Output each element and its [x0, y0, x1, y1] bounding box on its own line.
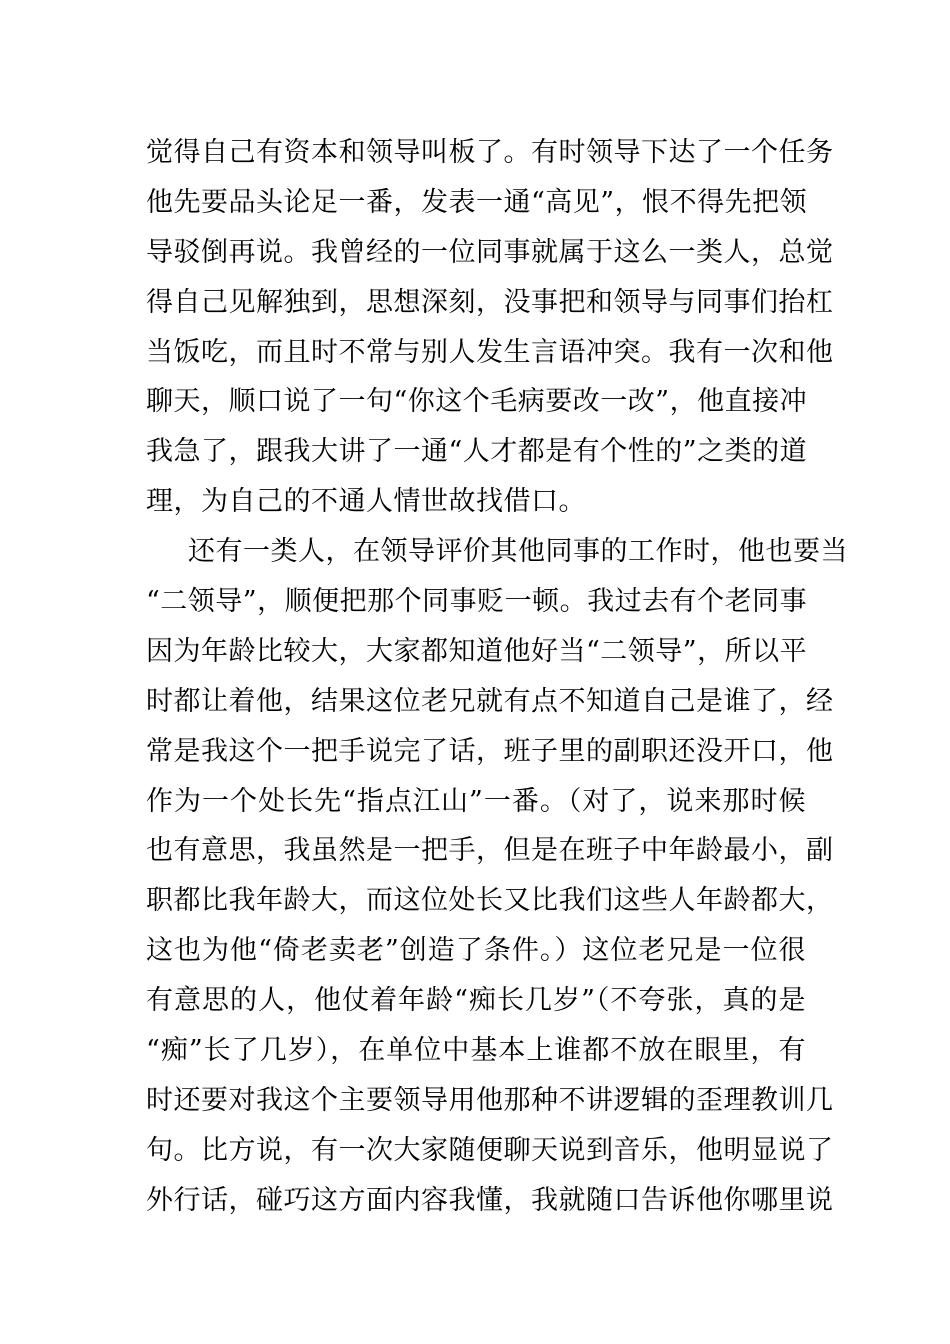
body-text [146, 128, 848, 1226]
text-line: 有意思的人，他仗着年龄“痴长几岁”（不夸张，真的是 [146, 985, 806, 1017]
text-line: 觉得自己有资本和领导叫板了。有时领导下达了一个任务 [146, 137, 834, 168]
text-line: 聊天，顺口说了一句“你这个毛病要改一改”，他直接冲 [146, 386, 808, 418]
text-line: “痴”长了几岁），在单位中基本上谁都不放在眼里，有 [146, 1035, 806, 1067]
text-line: 职都比我年龄大，而这位处长又比我们这些人年龄都大， [146, 885, 834, 917]
text-line: 这也为他“倚老卖老”创造了条件。）这位老兄是一位很 [146, 935, 806, 967]
text-line: 因为年龄比较大，大家都知道他好当“二领导”，所以平 [146, 635, 808, 667]
text-line: 导驳倒再说。我曾经的一位同事就属于这么一类人，总觉 [146, 236, 834, 268]
text-line: 当饭吃，而且时不常与别人发生言语冲突。我有一次和他 [146, 336, 834, 368]
text-line: “二领导”，顺便把那个同事贬一顿。我过去有个老同事 [146, 586, 808, 618]
text-line: 得自己见解独到，思想深刻，没事把和领导与同事们抬杠 [146, 286, 834, 318]
text-line: 句。比方说，有一次大家随便聊天说到音乐，他明显说了 [146, 1134, 834, 1166]
text-line: 常是我这个一把手说完了话，班子里的副职还没开口，他 [146, 735, 834, 767]
text-line: 理，为自己的不通人情世故找借口。 [146, 486, 586, 518]
text-line: 外行话，碰巧这方面内容我懂，我就随口告诉他你哪里说 [146, 1184, 834, 1216]
text-line: 他先要品头论足一番，发表一通“高见”，恨不得先把领 [146, 186, 808, 218]
text-line: 时还要对我这个主要领导用他那种不讲逻辑的歪理教训几 [146, 1084, 834, 1116]
paragraph-start-line: 还有一类人，在领导评价其他同事的工作时，他也要当 [188, 536, 848, 568]
text-line: 我急了，跟我大讲了一通“人才都是有个性的”之类的道 [146, 436, 808, 468]
text-line: 也有意思，我虽然是一把手，但是在班子中年龄最小，副 [146, 835, 834, 867]
text-line: 作为一个处长先“指点江山”一番。（对了，说来那时候 [146, 785, 806, 817]
text-line: 时都让着他，结果这位老兄就有点不知道自己是谁了，经 [146, 685, 834, 717]
